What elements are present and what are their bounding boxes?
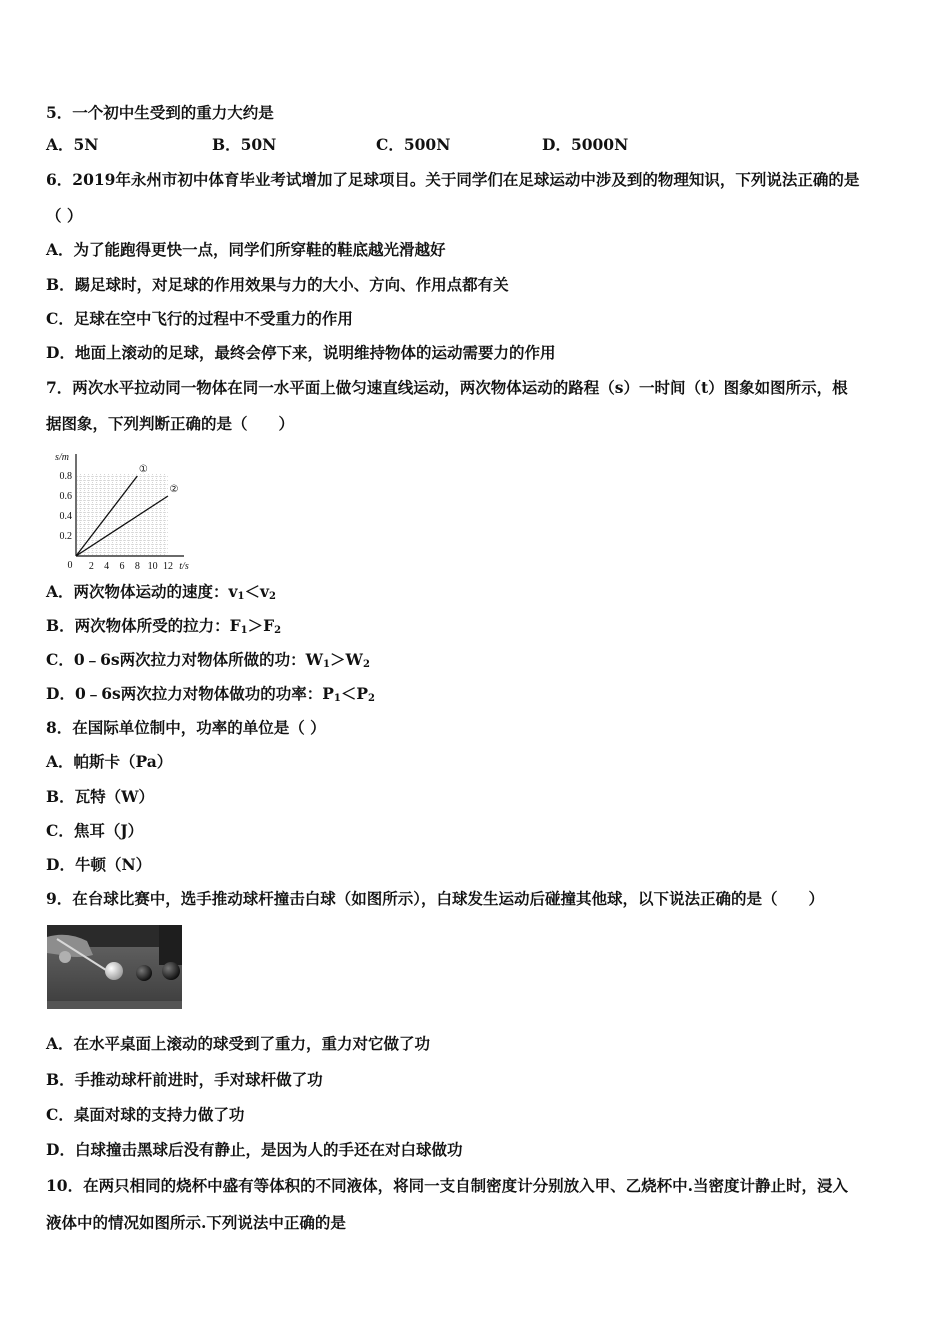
q7-option-b: B．两次物体所受的拉力：$F_1>F_2$	[46, 616, 282, 636]
y-tick-label: 0.4	[59, 511, 72, 522]
q6-stem-line2: （ ）	[46, 206, 83, 225]
q9-option-b: B．手推动球杆前进时，手对球杆做了功	[46, 1070, 323, 1089]
x-tick-label: 4	[104, 561, 110, 570]
x-tick-label: 6	[119, 561, 125, 570]
q8-stem: 8．在国际单位制中，功率的单位是（ ）	[46, 718, 326, 737]
q5-option-d: D．5000N	[542, 135, 629, 154]
q7-stem-line2: 据图象，下列判断正确的是（ ）	[46, 414, 295, 433]
q5-stem: 5．一个初中生受到的重力大约是	[46, 103, 274, 122]
x-axis-label: t/s	[179, 561, 189, 570]
graph-axes	[76, 454, 184, 556]
q8-option-a: A．帕斯卡（Pa）	[46, 752, 173, 771]
y-axis-label: s/m	[55, 452, 69, 463]
q6-option-d: D．地面上滚动的足球，最终会停下来，说明维持物体的运动需要力的作用	[46, 343, 556, 362]
q6-stem-line1: 6．2019年永州市初中体育毕业考试增加了足球项目。关于同学们在足球运动中涉及到的物理知识，下列说法正确的是	[46, 170, 860, 189]
q6-option-b: B．踢足球时，对足球的作用效果与力的大小、方向、作用点都有关	[46, 275, 509, 294]
q6-option-a: A．为了能跑得更快一点，同学们所穿鞋的鞋底越光滑越好	[46, 240, 446, 259]
q7-option-d: D．0﹣6s两次拉力对物体做功的功率：$P_1<P_2$	[46, 684, 375, 704]
x-tick-label: 12	[163, 561, 173, 570]
y-tick-label: 0.2	[59, 531, 72, 542]
q10-stem-line1: 10．在两只相同的烧杯中盛有等体积的不同液体，将同一支自制密度计分别放入甲、乙烧杯中.当密度计静止时，浸入	[46, 1176, 848, 1195]
q9-option-d: D．白球撞击黑球后没有静止，是因为人的手还在对白球做功	[46, 1140, 463, 1159]
q8-option-b: B．瓦特（W）	[46, 787, 155, 806]
q10-stem-line2: 液体中的情况如图所示.下列说法中正确的是	[46, 1213, 346, 1232]
billiards-photo	[47, 925, 182, 1009]
q7-option-c: C．0﹣6s两次拉力对物体所做的功：$W_1>W_2$	[46, 650, 370, 670]
q9-option-a: A．在水平桌面上滚动的球受到了重力，重力对它做了功	[46, 1034, 431, 1053]
q5-option-b: B．50N	[212, 135, 277, 154]
series-label: ②	[169, 484, 179, 495]
q9-option-c: C．桌面对球的支持力做了功	[46, 1105, 245, 1124]
x-tick-label: 10	[147, 561, 158, 570]
q7-option-a: A．两次物体运动的速度：$v_1<v_2$	[46, 582, 276, 602]
q5-option-a: A．5N	[46, 135, 99, 154]
y-tick-label: 0.8	[59, 471, 72, 482]
q9-stem: 9．在台球比赛中，选手推动球杆撞击白球（如图所示），白球发生运动后碰撞其他球，以下说法正确的是（ ）	[46, 889, 825, 908]
y-tick-label: 0.6	[59, 491, 72, 502]
q6-option-c: C．足球在空中飞行的过程中不受重力的作用	[46, 309, 353, 328]
x-tick-label: 2	[88, 561, 94, 570]
q8-option-c: C．焦耳（J）	[46, 821, 144, 840]
series-label: ①	[138, 464, 148, 475]
x-tick-label: 8	[134, 561, 140, 570]
q7-st-graph	[44, 448, 204, 570]
q7-stem-line1: 7．两次水平拉动同一物体在同一水平面上做匀速直线运动，两次物体运动的路程（s）一时间（t）图象如图所示，根	[46, 378, 848, 397]
q8-option-d: D．牛顿（N）	[46, 855, 152, 874]
graph-grid	[76, 474, 168, 556]
q5-option-c: C．500N	[376, 135, 451, 154]
origin-label: 0	[67, 560, 73, 570]
